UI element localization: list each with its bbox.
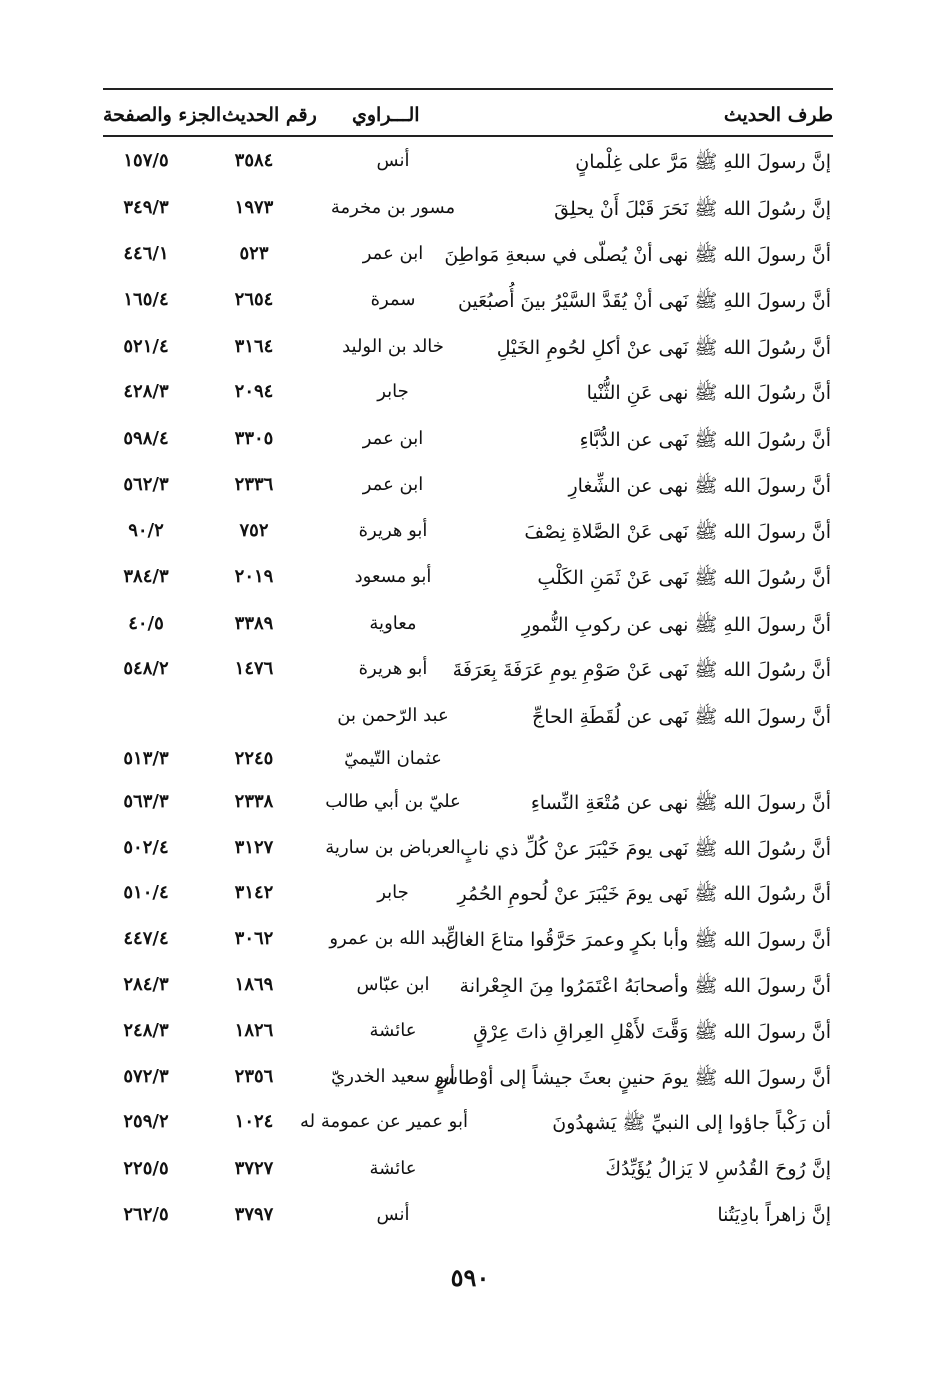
hadith-text: أنَّ رسولَ الله ﷺ نهى عن مُتْعَةِ النِّساءِ [530,792,831,814]
hadith-number: ٢٠٩٤ [234,381,274,402]
volume-page: ٥٧٢/٣ [123,1066,169,1087]
volume-page: ٩٠/٢ [128,520,164,541]
hadith-number: ٢٠١٩ [234,566,274,587]
hadith-text: أنَّ رسولَ الله ﷺ وأصحابَهُ اعْتَمَرُوا مِنَ الجِعْرانة [459,975,831,997]
narrator: عثمان التّيميّ [344,748,442,769]
narrator: أنس [376,150,410,171]
hadith-text: أنَّ رسولَ الله ﷺ نَهى عَنْ الصَّلاةِ نِصْفَ [524,521,831,543]
header-reference: الجزء والصفحة [103,104,222,126]
header-number: رقم الحديث [222,104,317,126]
table-row [0,705,941,751]
narrator: مسور بن مخرمة [330,197,456,218]
hadith-text: أنَّ رسولَ الله ﷺ يومَ حنينٍ بعثَ جيشاً إلى أوْطاسٍ [434,1067,831,1089]
table-row [0,1204,941,1250]
header-narrator: الـــراوي [352,104,420,126]
hadith-text: أنَّ رسولَ الله ﷺ نهى أنْ يُصلّى في سبعةِ مَواطِنَ [444,244,831,266]
hadith-text: أنَّ رسولَ الله ﷺ نهى عن الشِّغارِ [568,475,831,497]
hadith-text: إنَّ رسُولَ الله ﷺ نَحَرَ قَبْلَ أَنْ يحلِقَ [554,198,831,220]
narrator: عليّ بن أبي طالب [325,791,461,812]
narrator: معاوية [369,613,417,634]
table-row [0,928,941,974]
table-row [0,428,941,474]
narrator: أبو عمير عن عمومة له [299,1111,468,1132]
volume-page: ٥٦٣/٣ [123,791,169,812]
hadith-number: ٥٢٣ [239,243,269,264]
hadith-text: أنَّ رسولَ الله ﷺ نَهى عن لُقَطَةِ الحاجِّ [532,706,831,728]
table-row [0,243,941,289]
hadith-number: ٣٥٨٤ [234,150,274,171]
volume-page: ٥١٣/٣ [123,748,169,769]
table-row [0,748,941,794]
volume-page: ٥٤٨/٢ [123,658,169,679]
narrator: ابن عمر [362,474,424,495]
table-row [0,566,941,612]
hadith-number: ٣١٤٢ [234,882,274,903]
hadith-text: إنَّ رُوحَ القُدُسِ لا يَزالُ يُؤَيِّدُكَ [605,1158,831,1180]
hadith-number: ٢٣٣٦ [234,474,274,495]
table-row [0,474,941,520]
hadith-text: أنَّ رسُولَ الله ﷺ نَهى عَنْ ثَمَنِ الكَلْبِ [537,567,831,589]
hadith-number: ٣٠٦٢ [234,928,274,949]
hadith-text: أن رَكْباً جاؤوا إلى النبيِّ ﷺ يَشهدُونَ [552,1112,831,1134]
volume-page: ٤٤٧/٤ [123,928,169,949]
narrator: جابر [377,381,409,402]
hadith-text: أنَّ رسولَ اللهِ ﷺ نَهى أنْ يُقَدَّ السَّيْرُ بينَ أُصبُعَين [457,290,831,312]
table-row [0,289,941,335]
hadith-number: ٧٥٢ [239,520,269,541]
volume-page: ٣٤٩/٣ [123,197,169,218]
header-hadith: طرف الحديث [723,104,833,126]
table-row [0,837,941,883]
volume-page: ٢٢٥/٥ [123,1158,169,1179]
narrator: أبو هريرة [358,520,428,541]
table-row [0,882,941,928]
hadith-number: ٣٣٨٩ [234,613,274,634]
narrator: جابر [377,882,409,903]
narrator: أبو مسعود [354,566,432,587]
volume-page: ٣٨٤/٣ [123,566,169,587]
table-row [0,150,941,196]
hadith-number: ٣١٦٤ [234,336,274,357]
table-row [0,520,941,566]
table-row [0,1111,941,1157]
volume-page: ٢٥٩/٢ [123,1111,169,1132]
hadith-text: أنَّ رسُولَ الله ﷺ نهى عَنِ الثُّنْيا [586,382,831,404]
narrator: سمرة [370,289,416,310]
narrator: أبو سعيد الخدريّ [331,1066,455,1087]
hadith-text: أنَّ رسُولَ الله ﷺ نَهى عن الدُّبَّاءِ [579,429,831,451]
volume-page: ٤٠/٥ [128,613,164,634]
hadith-number: ٣٧٢٧ [234,1158,274,1179]
hadith-number: ٣٧٩٧ [234,1204,274,1225]
volume-page: ١٦٥/٤ [123,289,169,310]
narrator: ابن عبّاس [356,974,430,995]
hadith-text: إنَّ زاهراً بادِيَتُنا [717,1204,831,1226]
narrator: عبد الرّحمن بن [337,705,449,726]
volume-page: ٥٦٢/٣ [123,474,169,495]
table-row [0,197,941,243]
volume-page: ١٥٧/٥ [123,150,169,171]
top-rule [103,88,833,90]
hadith-number: ٢٣٣٨ [234,791,274,812]
hadith-text: أنَّ رسولَ الله ﷺ وأبا بكرٍ وعمرَ حَرَّقُوا متاعَ الغالِّ [445,929,831,951]
volume-page: ٥٢١/٤ [123,336,169,357]
hadith-number: ٢٣٥٦ [234,1066,274,1087]
hadith-text: أنَّ رسولَ اللهِ ﷺ نهى عن ركوبِ النُّمورِ [521,614,831,636]
hadith-number: ١٠٢٤ [234,1111,274,1132]
table-row [0,658,941,704]
table-row [0,974,941,1020]
table-row [0,381,941,427]
narrator: أنس [376,1204,410,1225]
hadith-number: ٣١٢٧ [234,837,274,858]
table-row [0,1158,941,1204]
narrator: عبد الله بن عمرو [329,928,457,949]
table-row [0,791,941,837]
narrator: أبو هريرة [358,658,428,679]
narrator: ابن عمر [362,428,424,449]
hadith-text: أنَّ رسُولَ الله ﷺ نَهى عنْ أكلِ لحُومِ الخَيْلِ [496,337,831,359]
narrator: ابن عمر [362,243,424,264]
hadith-number: ٢٢٤٥ [234,748,274,769]
volume-page: ٤٤٦/١ [123,243,169,264]
header-rule [103,135,833,137]
table-row [0,1020,941,1066]
hadith-number: ٣٣٠٥ [234,428,274,449]
narrator: عائشة [369,1020,417,1041]
hadith-text: أنَّ رسُولَ الله ﷺ نَهى يومَ خَيْبَرَ عنْ لُحومِ الحُمُرِ [457,883,831,905]
table-row [0,1066,941,1112]
volume-page: ٢٤٨/٣ [123,1020,169,1041]
hadith-text: أنَّ رسُولَ الله ﷺ نَهى يومَ خَيْبَرَ عنْ كُلِّ ذي نابٍ [460,838,831,860]
narrator: عائشة [369,1158,417,1179]
hadith-number: ٢٦٥٤ [234,289,274,310]
narrator: خالد بن الوليد [342,336,444,357]
hadith-text: أنَّ رسُولَ الله ﷺ نَهى عَنْ صَوْمِ يومِ عَرَفَةَ بِعَرَفَةَ [452,659,831,681]
volume-page: ٥٠٢/٤ [123,837,169,858]
hadith-number: ١٤٧٦ [234,658,274,679]
narrator: العرباض بن سارية [325,837,461,858]
hadith-number: ١٨٢٦ [234,1020,274,1041]
page-number: ٥٩٠ [450,1263,490,1292]
volume-page: ٤٢٨/٣ [123,381,169,402]
volume-page: ٥٩٨/٤ [123,428,169,449]
volume-page: ٢٨٤/٣ [123,974,169,995]
table-row [0,336,941,382]
table-row [0,613,941,659]
volume-page: ٥١٠/٤ [123,882,169,903]
hadith-number: ١٨٦٩ [234,974,274,995]
hadith-text: إنَّ رسولَ اللهِ ﷺ مَرَّ على غِلْمانٍ [575,151,831,173]
hadith-text: أنَّ رسولَ الله ﷺ وَقَّتَ لأَهْلِ العِراقِ ذاتَ عِرْقٍ [473,1021,831,1043]
volume-page: ٢٦٢/٥ [123,1204,169,1225]
hadith-number: ١٩٧٣ [234,197,274,218]
